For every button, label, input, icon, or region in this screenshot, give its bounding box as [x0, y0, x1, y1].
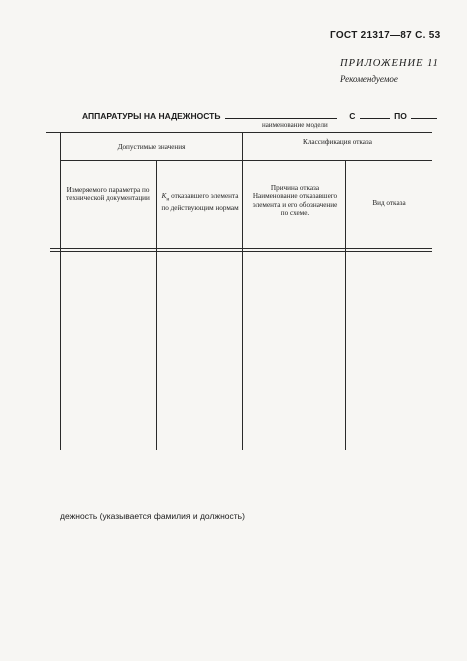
group-header-rule — [60, 160, 432, 161]
group-allowed-values: Допустимые значения — [117, 143, 186, 151]
table-top-rule — [46, 132, 432, 133]
form-title-row — [82, 110, 437, 121]
col-divider-left — [60, 132, 61, 450]
header-bottom-rule — [50, 248, 432, 249]
form-title: АППАРАТУРЫ НА НАДЕЖНОСТЬ — [82, 111, 221, 121]
signature-footnote: дежность (указывается фамилия и должность) — [60, 511, 245, 521]
model-name-caption: наименование модели — [262, 121, 328, 129]
from-date-blank — [360, 110, 390, 119]
kn-description: отказавшего элемента по действующим нормам — [161, 192, 239, 212]
standard-code: ГОСТ 21317—87 С. 53 — [330, 30, 441, 41]
col-measured-param: Измеряемого параметра по технической документации — [66, 186, 150, 203]
header-bottom-rule-2 — [50, 251, 432, 252]
col-divider-2 — [242, 132, 243, 450]
kn-subscript: н — [166, 196, 170, 203]
to-date-blank — [411, 110, 437, 119]
col-failure-cause: Причина отказа Наименование отказавшего элемента и его обозначение по схеме. — [252, 184, 338, 218]
to-label: ПО — [394, 111, 407, 121]
col-divider-1 — [156, 160, 157, 450]
from-label: С — [349, 111, 356, 121]
group-failure-classification: Классификация отказа — [303, 138, 372, 146]
model-name-blank — [225, 110, 337, 119]
col-kn-failed-element — [160, 192, 240, 212]
col-failure-type: Вид отказа — [372, 199, 406, 207]
kn-symbol: K — [161, 192, 167, 200]
recommended-label: Рекомендуемое — [340, 74, 398, 84]
appendix-title: ПРИЛОЖЕНИЕ 11 — [340, 58, 439, 69]
